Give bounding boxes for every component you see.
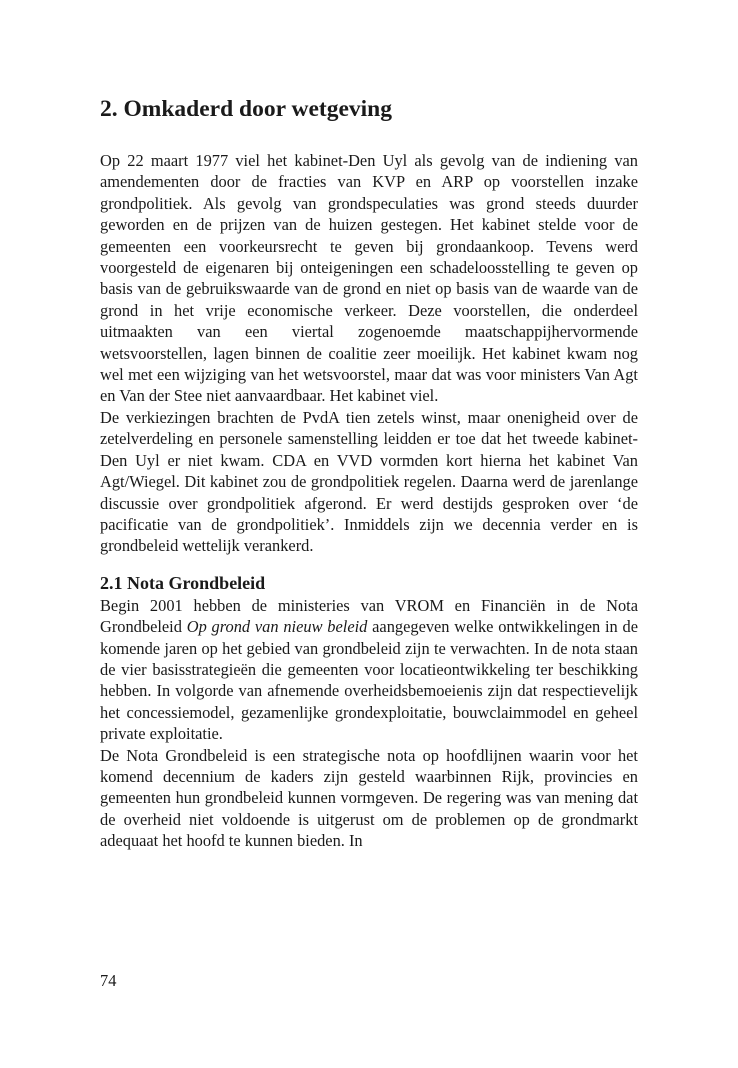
section-heading: 2. Omkaderd door wetgeving xyxy=(100,96,393,122)
page-content xyxy=(100,94,638,852)
subsection-paragraph-1-start: Begin 2001 hebben de ministeries van VROM en Financiën in de Nota Grondbeleid xyxy=(100,595,638,637)
section-paragraph-2: De verkiezingen brachten de PvdA tien zetels winst, maar onenigheid over de zetelverdeling en personele samenstelling leidden er toe dat het tweede kabinet-Den Uyl er niet kwam. CDA en VVD vormden kort hierna het kabinet Van Agt/Wiegel. Dit kabinet zou de grondpolitiek regelen. Daarna werd de jarenlange discussie over grondpolitiek afgerond. Er werd destijds gesproken over ‘de pacificatie van de grondpolitiek’. Inmiddels zijn we decennia verder en is grondbeleid wettelijk verankerd. xyxy=(100,407,638,556)
subsection-paragraph-1 xyxy=(100,595,638,745)
nota-title-italic: Op grond van nieuw beleid xyxy=(186,617,368,637)
subsection-paragraph-1-end: aangegeven welke ontwikkelingen in de komende jaren op het gebied van grondbeleid zijn te verwachten. In de nota staan de vier basisstrategieën die gemeenten voor locatieontwikkeling ter beschikking hebben. In volgorde van afnemende overheidsbemoeienis zijn dat respectievelijk het concessiemodel, gezamenlijke grondexploitatie, bouwclaimmodel en geheel private exploitatie. xyxy=(100,617,639,744)
section-paragraph-1: Op 22 maart 1977 viel het kabinet-Den Uyl als gevolg van de indiening van amendementen door de fracties van KVP en ARP op voorstellen inzake grondpolitiek. Als gevolg van grondspeculaties was grond steeds duurder geworden en de prijzen van de huizen gestegen. Het kabinet stelde voor de gemeenten een voorkeursrecht te geven bij grondaankoop. Tevens werd voorgesteld de eigenaren bij onteigeningen een schadeloosstelling te geven op basis van de gebruikswaarde van de grond en niet op basis van de waarde van de grond in het vrije economische verkeer. Deze voorstellen, die onderdeel uitmaakten van een viertal zogenoemde maatschappijhervormende wetsvoorstellen, lagen binnen de coalitie zeer moeilijk. Het kabinet kwam nog wel met een wijziging van het wetsvoorstel, maar dat was voor ministers Van Agt en Van der Stee niet aanvaardbaar. Het kabinet viel. xyxy=(100,151,638,406)
page-number: 74 xyxy=(100,971,117,990)
subsection-heading: 2.1 Nota Grondbeleid xyxy=(100,572,266,593)
subsection-paragraph-2: De Nota Grondbeleid is een strategische nota op hoofdlijnen waarin voor het komend decennium de kaders zijn gesteld waarbinnen Rijk, provincies en gemeenten hun grondbeleid kunnen vormgeven. De regering was van mening dat de overheid niet voldoende is uitgerust om de problemen op de grondmarkt adequaat het hoofd te kunnen bieden. In xyxy=(100,745,638,851)
